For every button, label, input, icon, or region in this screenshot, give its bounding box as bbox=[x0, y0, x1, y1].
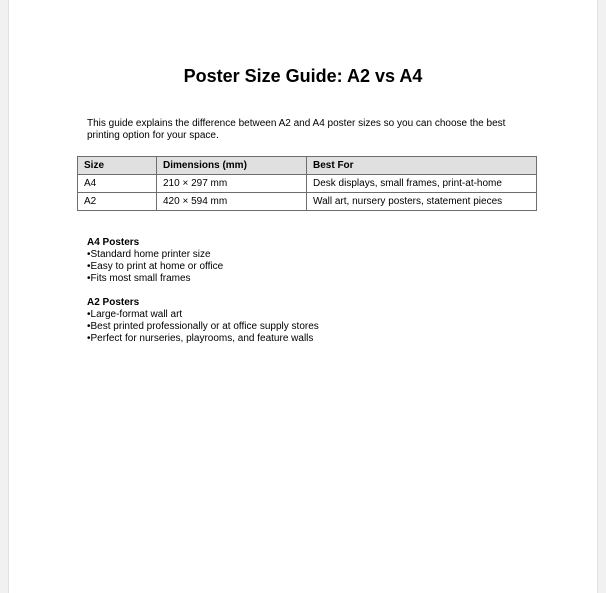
bullet-list bbox=[87, 249, 507, 285]
a2-posters-section bbox=[87, 297, 507, 345]
column-header-size: Size bbox=[78, 157, 157, 175]
cell-size: A4 bbox=[78, 175, 157, 193]
section-heading: A2 Posters bbox=[87, 297, 140, 308]
section-heading: A4 Posters bbox=[87, 237, 140, 248]
list-item: • Large-format wall art bbox=[87, 309, 507, 321]
cell-size: A2 bbox=[78, 193, 157, 211]
list-item: • Standard home printer size bbox=[87, 249, 507, 261]
size-comparison-table bbox=[77, 156, 537, 211]
cell-best-for: Desk displays, small frames, print-at-home bbox=[307, 175, 537, 193]
list-item: • Best printed professionally or at office supply stores bbox=[87, 321, 507, 333]
bullet-list bbox=[87, 309, 507, 345]
table-row bbox=[78, 175, 537, 193]
cell-best-for: Wall art, nursery posters, statement pieces bbox=[307, 193, 537, 211]
cell-dimensions: 210 × 297 mm bbox=[157, 175, 307, 193]
cell-dimensions: 420 × 594 mm bbox=[157, 193, 307, 211]
list-item: • Easy to print at home or office bbox=[87, 261, 507, 273]
column-header-best-for: Best For bbox=[307, 157, 537, 175]
table-row bbox=[78, 193, 537, 211]
list-item: • Fits most small frames bbox=[87, 273, 507, 285]
table-header-row bbox=[78, 157, 537, 175]
a4-posters-section bbox=[87, 237, 507, 285]
intro-paragraph: This guide explains the difference between A2 and A4 poster sizes so you can choose the best printing option for your space. bbox=[87, 118, 506, 141]
document-page bbox=[8, 0, 598, 593]
column-header-dimensions: Dimensions (mm) bbox=[157, 157, 307, 175]
page-title: Poster Size Guide: A2 vs A4 bbox=[183, 66, 423, 86]
list-item: • Perfect for nurseries, playrooms, and feature walls bbox=[87, 333, 507, 345]
